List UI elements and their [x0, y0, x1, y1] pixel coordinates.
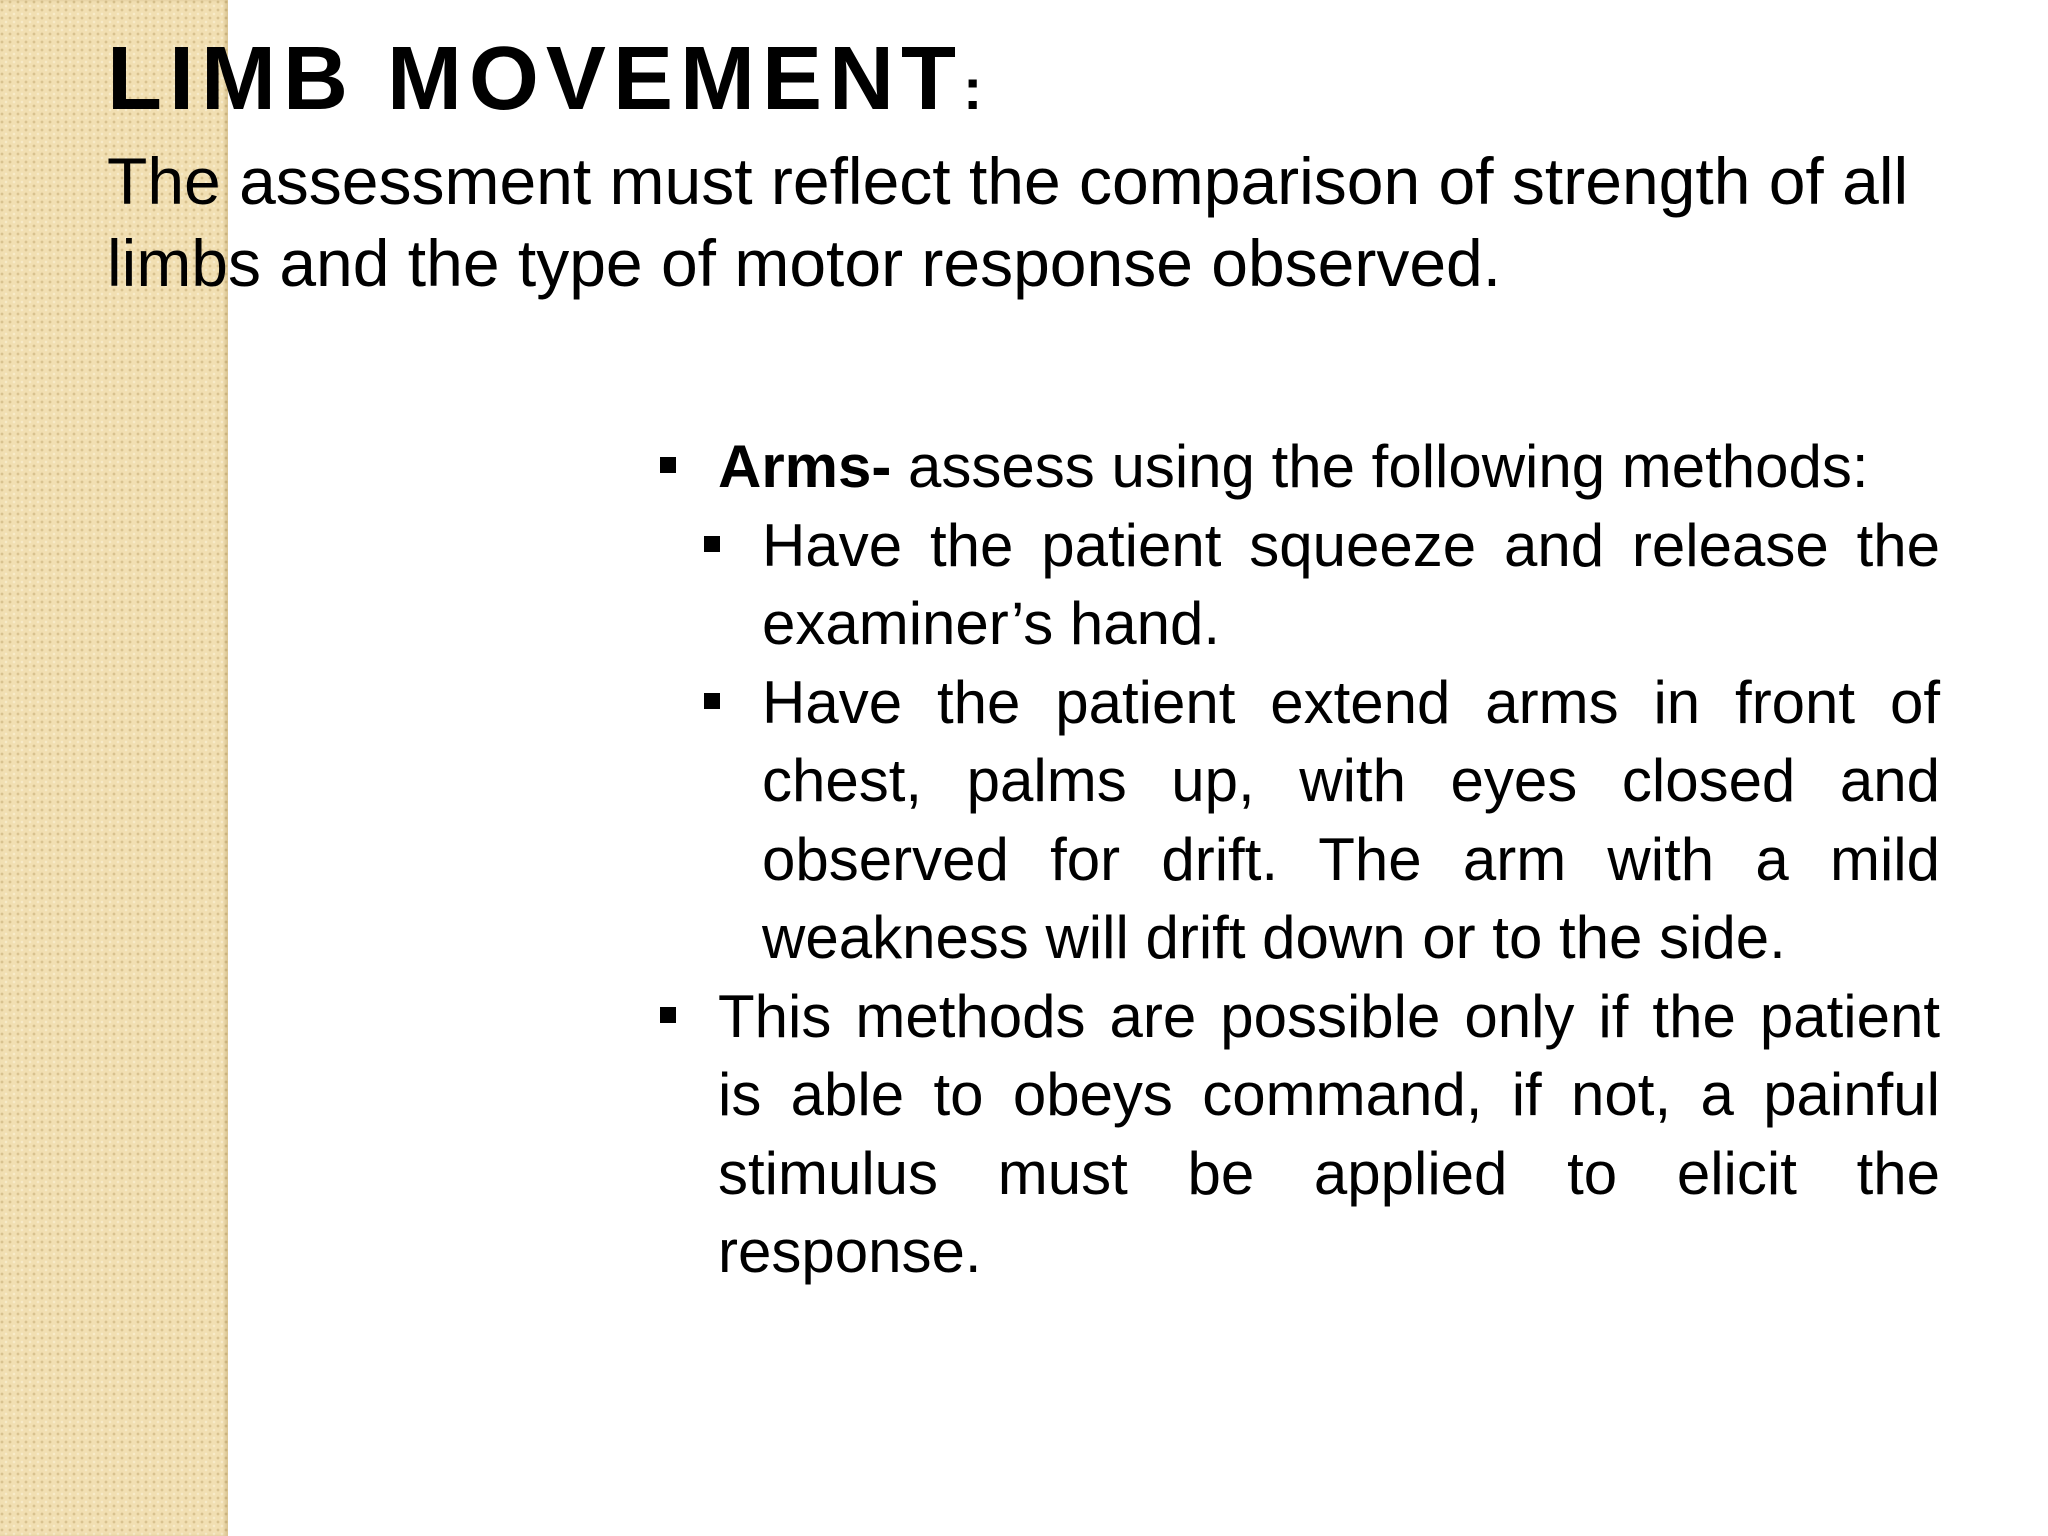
- slide-title-text: LIMB MOVEMENT: [107, 29, 963, 129]
- sub-bullet-text-drift: Have the patient extend arms in front of chest, palms up, with eyes closed and observed for drift. The arm with a mild weakness will drift down or to the side.: [762, 668, 1940, 971]
- slide-title: [107, 29, 983, 129]
- sub-bullet-text-squeeze: Have the patient squeeze and release the examiner’s hand.: [762, 511, 1940, 657]
- square-bullet-icon: [660, 1007, 676, 1023]
- bullet-lead-arms: Arms-: [718, 433, 892, 500]
- bullet-list: [660, 428, 1940, 1292]
- bullet-content: [660, 428, 1940, 1292]
- sub-bullet-list: [660, 507, 1940, 978]
- square-bullet-icon: [660, 457, 676, 473]
- square-bullet-icon: [704, 693, 720, 709]
- intro-paragraph: The assessment must reflect the comparison of strength of all limbs and the type of motor response observed.: [107, 144, 1909, 300]
- slide-title-colon: :: [962, 57, 983, 122]
- bullet-item-methods: [660, 978, 1940, 1292]
- bullet-text-arms: assess using the following methods:: [891, 433, 1869, 500]
- sub-bullet-item-squeeze: [762, 507, 1940, 664]
- bullet-item-arms: [660, 428, 1940, 978]
- bullet-text-methods: This methods are possible only if the patient is able to obeys command, if not, a painful stimulus must be applied to elicit the response.: [718, 982, 1940, 1285]
- square-bullet-icon: [704, 536, 720, 552]
- sub-bullet-item-drift: [762, 664, 1940, 978]
